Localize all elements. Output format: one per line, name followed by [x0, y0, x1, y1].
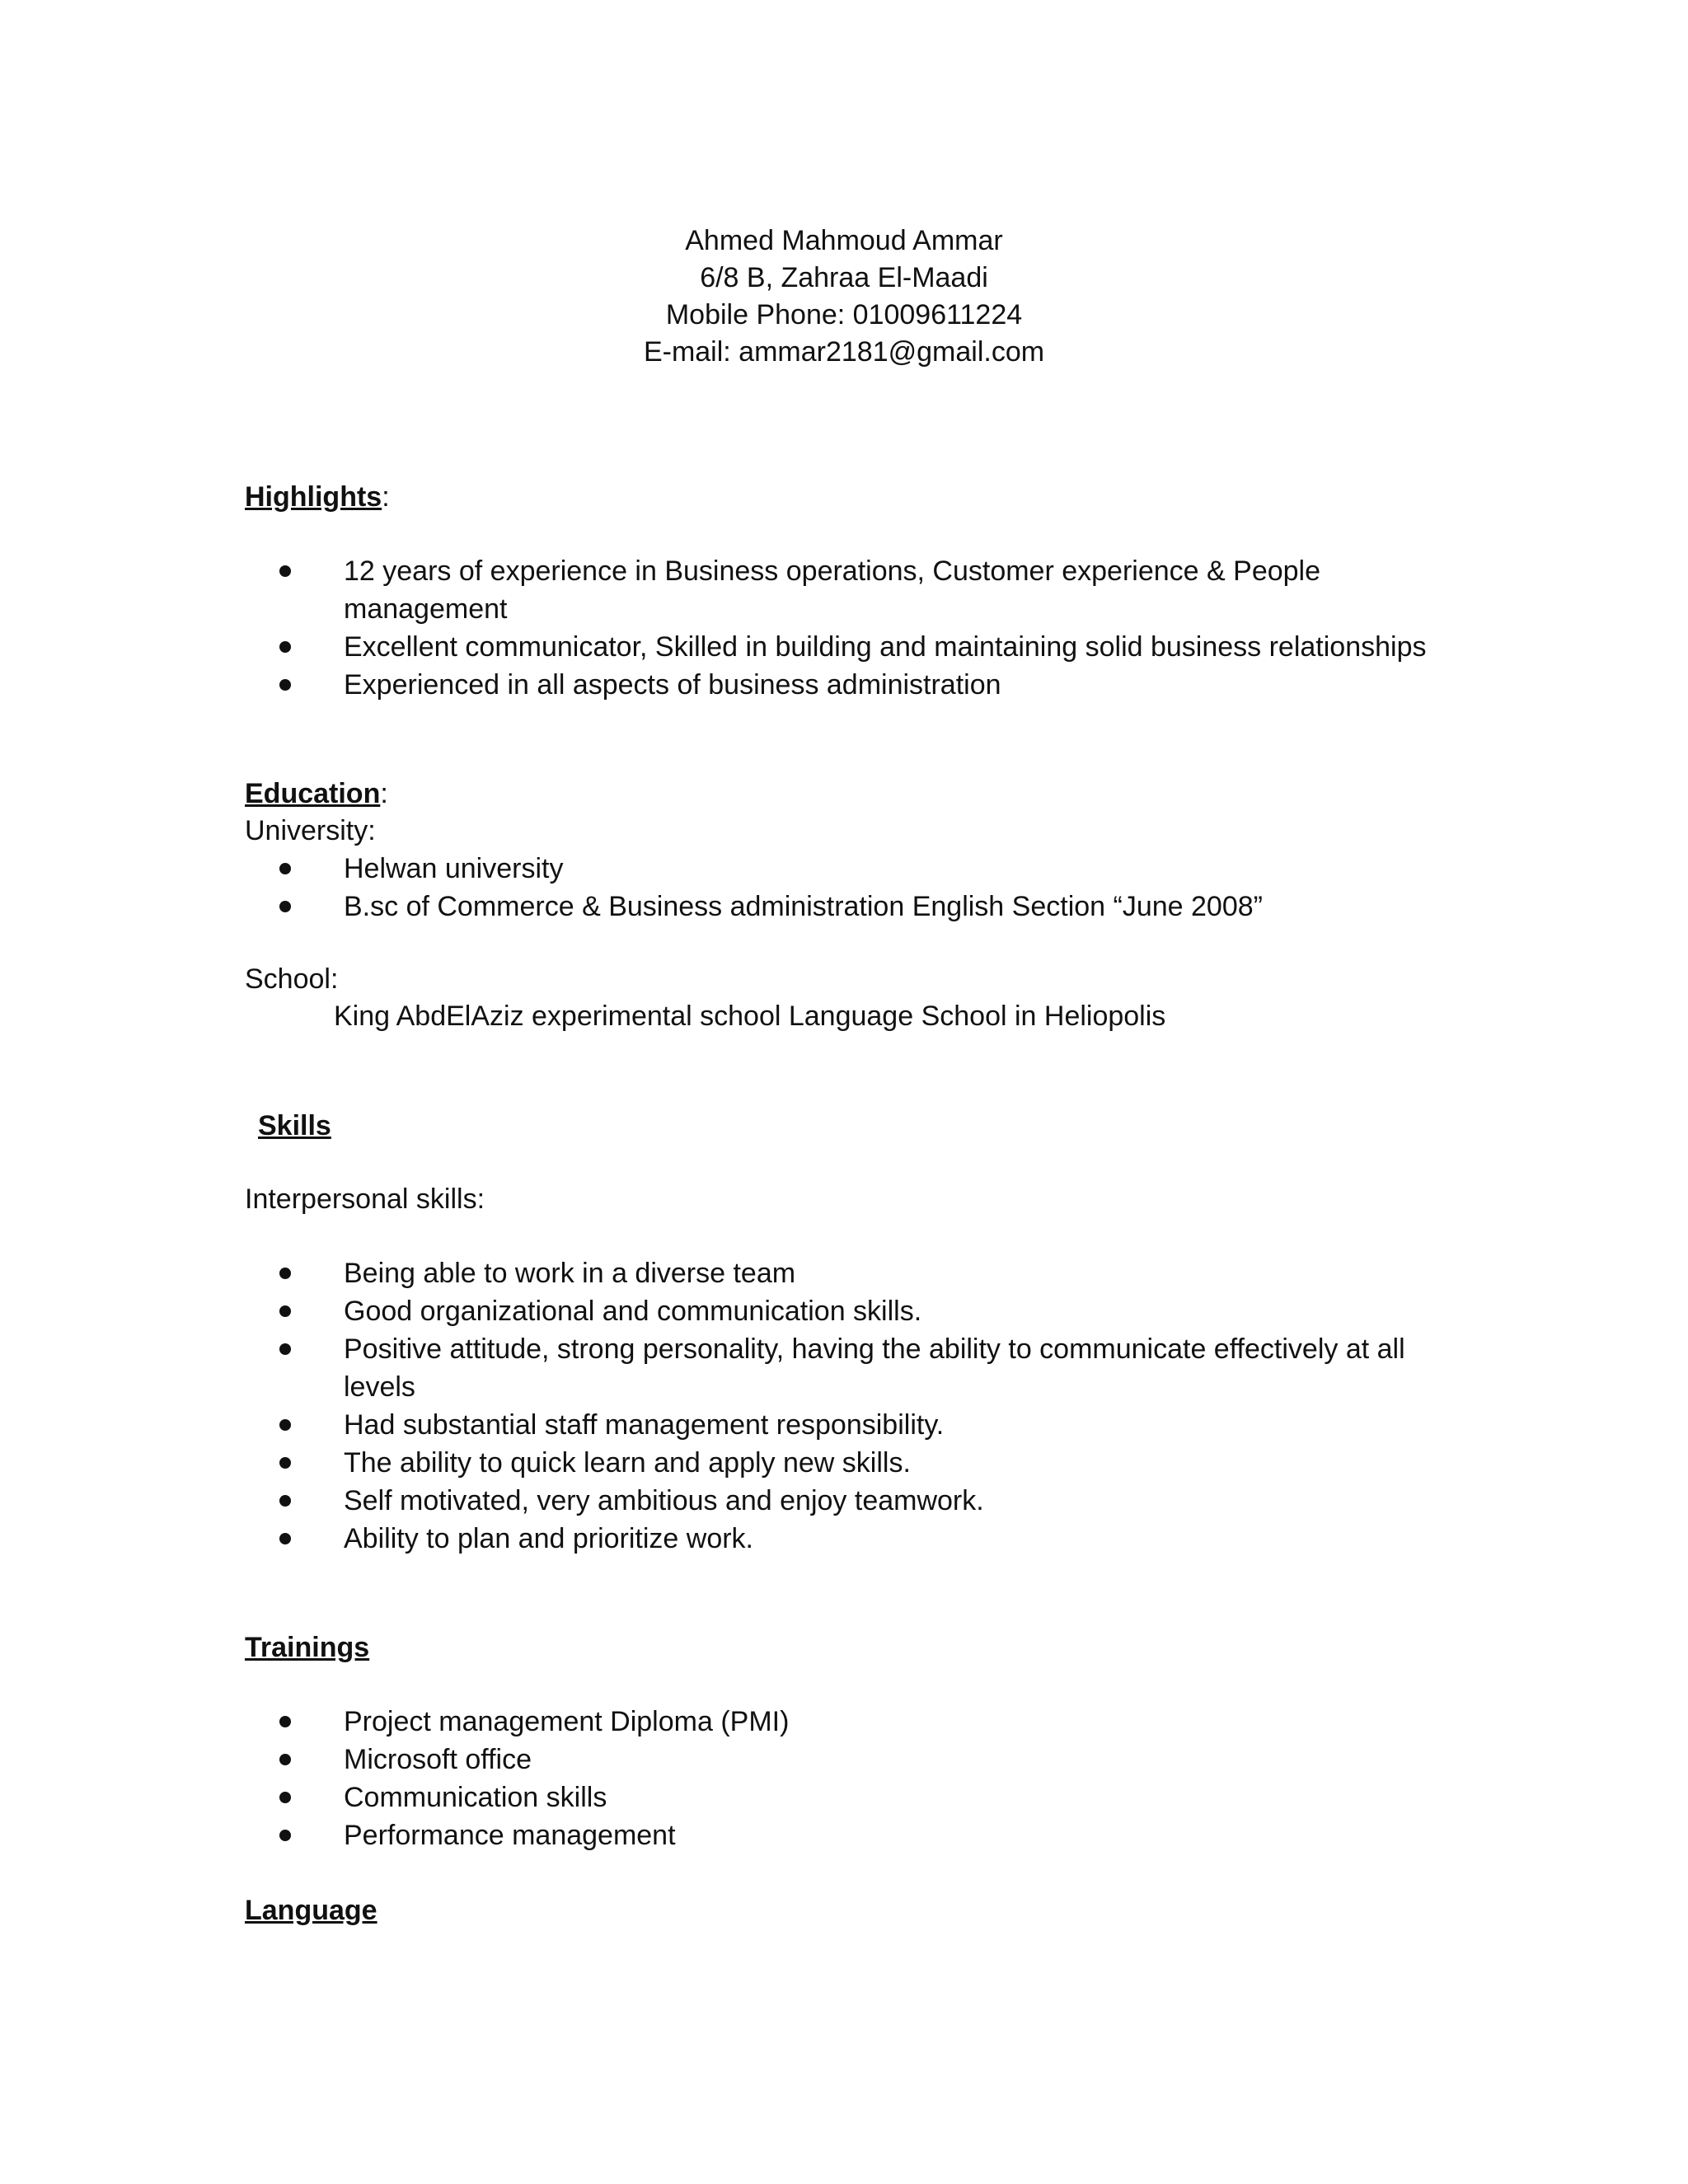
- list-item: Helwan university: [245, 850, 1448, 888]
- bullet-icon: [279, 1495, 291, 1507]
- bullet-icon: [279, 1792, 291, 1803]
- contact-header: [0, 223, 1688, 371]
- candidate-phone: Mobile Phone: 01009611224: [665, 299, 1023, 330]
- education-colon: :: [380, 778, 388, 809]
- trainings-heading: [245, 1629, 369, 1666]
- list-item: 12 years of experience in Business operations, Customer experience & People management: [245, 552, 1448, 628]
- bullet-icon: [279, 1830, 291, 1841]
- language-title: Language: [245, 1895, 377, 1926]
- university-list: [245, 850, 1448, 926]
- trainings-list: [245, 1703, 1448, 1854]
- education-heading: [245, 775, 388, 813]
- candidate-email: E-mail: ammar2181@gmail.com: [643, 336, 1045, 368]
- list-item: Project management Diploma (PMI): [245, 1703, 1448, 1741]
- bullet-icon: [279, 1754, 291, 1765]
- candidate-address: 6/8 B, Zahraa El-Maadi: [700, 262, 988, 293]
- list-item: The ability to quick learn and apply new skills.: [245, 1444, 1448, 1482]
- list-item: Self motivated, very ambitious and enjoy teamwork.: [245, 1482, 1448, 1520]
- list-item: Excellent communicator, Skilled in building and maintaining solid business relationships: [245, 628, 1448, 666]
- list-item: B.sc of Commerce & Business administration English Section “June 2008”: [245, 888, 1448, 926]
- bullet-icon: [279, 679, 291, 691]
- bullet-icon: [279, 901, 291, 912]
- bullet-icon: [279, 863, 291, 874]
- list-item: Microsoft office: [245, 1741, 1448, 1779]
- bullet-icon: [279, 1268, 291, 1279]
- bullet-icon: [279, 1716, 291, 1727]
- bullet-icon: [279, 1419, 291, 1431]
- list-item: Positive attitude, strong personality, having the ability to communicate effectively at all levels: [245, 1330, 1448, 1406]
- interpersonal-label: Interpersonal skills:: [245, 1183, 485, 1215]
- list-item: Good organizational and communication skills.: [245, 1292, 1448, 1330]
- school-name: King AbdElAziz experimental school Language School in Heliopolis: [334, 1001, 1166, 1032]
- university-label: University:: [245, 815, 376, 846]
- trainings-title: Trainings: [245, 1632, 370, 1663]
- bullet-icon: [279, 1343, 291, 1355]
- list-item: Had substantial staff management responsibility.: [245, 1406, 1448, 1444]
- list-item: Performance management: [245, 1816, 1448, 1854]
- highlights-colon: :: [382, 481, 390, 513]
- education-title: Education: [245, 778, 381, 809]
- skills-heading: [258, 1107, 331, 1145]
- highlights-heading: [245, 478, 390, 516]
- bullet-icon: [279, 641, 291, 653]
- bullet-icon: [279, 1457, 291, 1469]
- candidate-name: Ahmed Mahmoud Ammar: [685, 225, 1003, 256]
- bullet-icon: [279, 1533, 291, 1544]
- skills-title: Skills: [258, 1110, 331, 1141]
- language-heading: [245, 1891, 377, 1929]
- bullet-icon: [279, 565, 291, 577]
- highlights-title: Highlights: [245, 481, 382, 513]
- list-item: Ability to plan and prioritize work.: [245, 1520, 1448, 1558]
- list-item: Experienced in all aspects of business administration: [245, 666, 1448, 704]
- school-label: School:: [245, 963, 339, 995]
- list-item: Being able to work in a diverse team: [245, 1254, 1448, 1292]
- highlights-list: [245, 552, 1448, 704]
- bullet-icon: [279, 1305, 291, 1317]
- list-item: Communication skills: [245, 1779, 1448, 1816]
- skills-list: [245, 1254, 1448, 1558]
